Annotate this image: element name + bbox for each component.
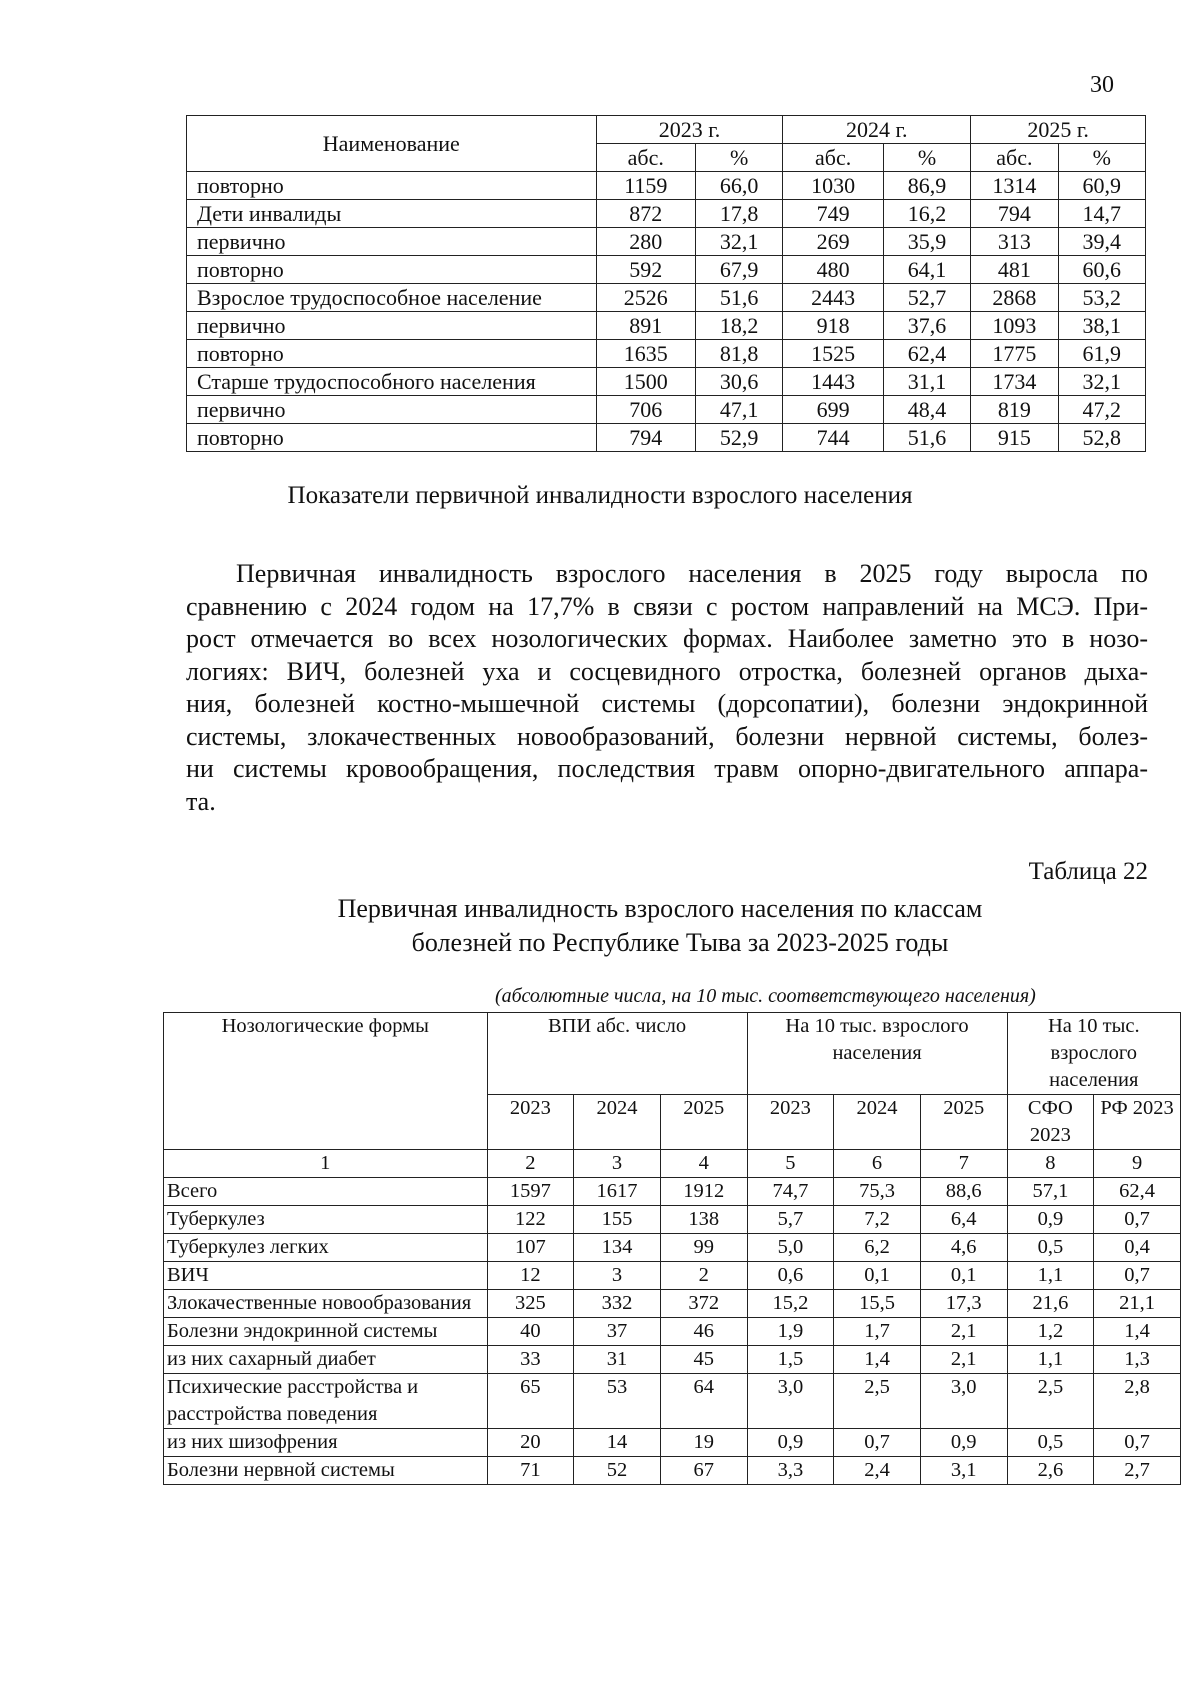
cell-value: 1912 (660, 1178, 747, 1206)
cell-value: 57,1 (1007, 1178, 1094, 1206)
row-label: из них сахарный диабет (164, 1346, 488, 1374)
cell-value: 0,9 (920, 1429, 1007, 1457)
col-subheader: абс. (783, 144, 883, 172)
column-number-row (164, 1150, 1181, 1178)
column-number: 6 (834, 1150, 921, 1178)
cell-value: 0,7 (1094, 1429, 1181, 1457)
section-heading: Показатели первичной инвалидности взрослого населения (287, 482, 913, 509)
page-number: 30 (1090, 72, 1114, 98)
cell-value: 1159 (596, 172, 695, 200)
col-sfo: СФО 2023 (1007, 1095, 1094, 1150)
cell-value: 794 (971, 200, 1058, 228)
cell-value: 62,4 (883, 340, 970, 368)
table-row (164, 1374, 1181, 1429)
cell-value: 64 (660, 1374, 747, 1429)
cell-value: 2526 (596, 284, 695, 312)
cell-value: 481 (971, 256, 1058, 284)
paragraph-line: рост отмечается во всех нозологических формах. Наиболее заметно это в нозо- (186, 624, 1148, 653)
cell-value: 2443 (783, 284, 883, 312)
cell-value: 372 (660, 1290, 747, 1318)
cell-value: 16,2 (883, 200, 970, 228)
cell-value: 1635 (596, 340, 695, 368)
cell-value: 1,2 (1007, 1318, 1094, 1346)
cell-value: 53,2 (1058, 284, 1145, 312)
cell-value: 3,0 (747, 1374, 834, 1429)
table-row (187, 256, 1146, 284)
cell-value: 325 (487, 1290, 574, 1318)
cell-value: 0,9 (747, 1429, 834, 1457)
col-year: 2024 (574, 1095, 661, 1150)
table-title (0, 892, 1200, 960)
cell-value: 5,0 (747, 1234, 834, 1262)
table-row (164, 1262, 1181, 1290)
col-subheader: абс. (596, 144, 695, 172)
row-label: Психические расстройства и расстройства поведения (164, 1374, 488, 1429)
cell-value: 1,1 (1007, 1262, 1094, 1290)
col-subheader: % (1058, 144, 1145, 172)
cell-value: 18,2 (695, 312, 782, 340)
cell-value: 0,6 (747, 1262, 834, 1290)
cell-value: 1,5 (747, 1346, 834, 1374)
row-label: Болезни нервной системы (164, 1457, 488, 1485)
cell-value: 918 (783, 312, 883, 340)
row-label: повторно (187, 424, 597, 452)
row-label: ВИЧ (164, 1262, 488, 1290)
cell-value: 53 (574, 1374, 661, 1429)
table-row (164, 1318, 1181, 1346)
cell-value: 45 (660, 1346, 747, 1374)
cell-value: 1500 (596, 368, 695, 396)
cell-value: 891 (596, 312, 695, 340)
table-row (187, 424, 1146, 452)
cell-value: 19 (660, 1429, 747, 1457)
cell-value: 67,9 (695, 256, 782, 284)
cell-value: 6,4 (920, 1206, 1007, 1234)
cell-value: 3,1 (920, 1457, 1007, 1485)
row-label: Старше трудоспособного населения (187, 368, 597, 396)
cell-value: 0,7 (1094, 1262, 1181, 1290)
paragraph-line: логиях: ВИЧ, болезней уха и сосцевидного отростка, болезней органов дыха- (186, 656, 1148, 686)
col-header-per10k: На 10 тыс. взрослого населения (747, 1013, 1007, 1095)
cell-value: 5,7 (747, 1206, 834, 1234)
cell-value: 32,1 (1058, 368, 1145, 396)
table1-body (187, 172, 1146, 452)
cell-value: 31,1 (883, 368, 970, 396)
row-label: первично (187, 312, 597, 340)
cell-value: 64,1 (883, 256, 970, 284)
cell-value: 0,5 (1007, 1429, 1094, 1457)
cell-value: 33 (487, 1346, 574, 1374)
cell-value: 2868 (971, 284, 1058, 312)
row-label: повторно (187, 172, 597, 200)
cell-value: 7,2 (834, 1206, 921, 1234)
col-year: 2023 (487, 1095, 574, 1150)
cell-value: 0,1 (834, 1262, 921, 1290)
column-number: 8 (1007, 1150, 1094, 1178)
row-label: Дети инвалиды (187, 200, 597, 228)
row-label: из них шизофрения (164, 1429, 488, 1457)
cell-value: 2,4 (834, 1457, 921, 1485)
table-disability-groups (186, 115, 1146, 452)
paragraph-line: ния, болезней костно-мышечной системы (дорсопатии), болезни эндокринной (186, 689, 1148, 718)
cell-value: 1617 (574, 1178, 661, 1206)
cell-value: 6,2 (834, 1234, 921, 1262)
column-number: 4 (660, 1150, 747, 1178)
table-row (187, 284, 1146, 312)
cell-value: 32,1 (695, 228, 782, 256)
cell-value: 744 (783, 424, 883, 452)
cell-value: 2,5 (1007, 1374, 1094, 1429)
cell-value: 480 (783, 256, 883, 284)
column-number: 7 (920, 1150, 1007, 1178)
col-header-nozo: Нозологические формы (164, 1013, 488, 1150)
cell-value: 60,9 (1058, 172, 1145, 200)
col-subheader: % (883, 144, 970, 172)
table-row (164, 1234, 1181, 1262)
paragraph-line: Первичная инвалидность взрослого населения в 2025 году выросла по (236, 559, 1148, 588)
cell-value: 915 (971, 424, 1058, 452)
table2-body (164, 1178, 1181, 1485)
cell-value: 2 (660, 1262, 747, 1290)
cell-value: 67 (660, 1457, 747, 1485)
col-header-year: 2025 г. (971, 116, 1146, 144)
cell-value: 2,8 (1094, 1374, 1181, 1429)
table-row (164, 1429, 1181, 1457)
cell-value: 794 (596, 424, 695, 452)
table-row (187, 340, 1146, 368)
col-rf: РФ 2023 (1094, 1095, 1181, 1150)
column-number: 9 (1094, 1150, 1181, 1178)
cell-value: 280 (596, 228, 695, 256)
cell-value: 15,2 (747, 1290, 834, 1318)
col-year: 2025 (660, 1095, 747, 1150)
paragraph-line: системы, злокачественных новообразований, болезни нервной системы, болез- (186, 721, 1148, 751)
row-label: Болезни эндокринной системы (164, 1318, 488, 1346)
table-title-line: болезней по Республике Тыва за 2023-2025 годы (411, 928, 949, 957)
table-label: Таблица 22 (1028, 858, 1148, 885)
col-year: 2023 (747, 1095, 834, 1150)
table-primary-disability-by-class (163, 1012, 1181, 1485)
column-number: 1 (164, 1150, 488, 1178)
table-row (187, 396, 1146, 424)
cell-value: 1,7 (834, 1318, 921, 1346)
paragraph-line: сравнению с 2024 годом на 17,7% в связи с ростом направлений на МСЭ. При- (186, 591, 1148, 621)
cell-value: 12 (487, 1262, 574, 1290)
cell-value: 48,4 (883, 396, 970, 424)
row-label: повторно (187, 340, 597, 368)
cell-value: 3 (574, 1262, 661, 1290)
cell-value: 38,1 (1058, 312, 1145, 340)
cell-value: 47,1 (695, 396, 782, 424)
cell-value: 706 (596, 396, 695, 424)
cell-value: 37,6 (883, 312, 970, 340)
cell-value: 81,8 (695, 340, 782, 368)
row-label: первично (187, 228, 597, 256)
paragraph-line: ни системы кровообращения, последствия травм опорно-двигательного аппара- (186, 754, 1148, 783)
cell-value: 1030 (783, 172, 883, 200)
cell-value: 52,9 (695, 424, 782, 452)
row-label: Всего (164, 1178, 488, 1206)
cell-value: 699 (783, 396, 883, 424)
cell-value: 2,7 (1094, 1457, 1181, 1485)
cell-value: 1597 (487, 1178, 574, 1206)
table-units-note: (абсолютные числа, на 10 тыс. соответствующего населения) (495, 985, 1036, 1007)
cell-value: 138 (660, 1206, 747, 1234)
row-label: Туберкулез (164, 1206, 488, 1234)
cell-value: 1,3 (1094, 1346, 1181, 1374)
table-row (164, 1290, 1181, 1318)
cell-value: 86,9 (883, 172, 970, 200)
cell-value: 61,9 (1058, 340, 1145, 368)
table-row (187, 312, 1146, 340)
cell-value: 0,9 (1007, 1206, 1094, 1234)
cell-value: 2,1 (920, 1346, 1007, 1374)
cell-value: 52,7 (883, 284, 970, 312)
cell-value: 65 (487, 1374, 574, 1429)
paragraph-line: та. (186, 786, 216, 816)
row-label: Злокачественные новообразования (164, 1290, 488, 1318)
table-row (164, 1457, 1181, 1485)
col-header-per10k-ref: На 10 тыс. взрослого населения (1007, 1013, 1180, 1095)
row-label: Туберкулез легких (164, 1234, 488, 1262)
cell-value: 30,6 (695, 368, 782, 396)
cell-value: 52,8 (1058, 424, 1145, 452)
table-row (187, 200, 1146, 228)
cell-value: 134 (574, 1234, 661, 1262)
cell-value: 4,6 (920, 1234, 1007, 1262)
cell-value: 749 (783, 200, 883, 228)
table-row (187, 228, 1146, 256)
cell-value: 1734 (971, 368, 1058, 396)
cell-value: 51,6 (883, 424, 970, 452)
cell-value: 2,1 (920, 1318, 1007, 1346)
cell-value: 0,5 (1007, 1234, 1094, 1262)
cell-value: 21,6 (1007, 1290, 1094, 1318)
column-number: 5 (747, 1150, 834, 1178)
cell-value: 17,3 (920, 1290, 1007, 1318)
col-year: 2024 (834, 1095, 921, 1150)
row-label: Взрослое трудоспособное население (187, 284, 597, 312)
cell-value: 60,6 (1058, 256, 1145, 284)
cell-value: 74,7 (747, 1178, 834, 1206)
cell-value: 66,0 (695, 172, 782, 200)
column-number: 2 (487, 1150, 574, 1178)
cell-value: 1443 (783, 368, 883, 396)
table-row (187, 172, 1146, 200)
cell-value: 46 (660, 1318, 747, 1346)
cell-value: 51,6 (695, 284, 782, 312)
cell-value: 88,6 (920, 1178, 1007, 1206)
col-subheader: абс. (971, 144, 1058, 172)
cell-value: 14,7 (1058, 200, 1145, 228)
cell-value: 819 (971, 396, 1058, 424)
cell-value: 21,1 (1094, 1290, 1181, 1318)
table-row (164, 1206, 1181, 1234)
cell-value: 1525 (783, 340, 883, 368)
cell-value: 35,9 (883, 228, 970, 256)
col-subheader: % (695, 144, 782, 172)
cell-value: 0,7 (1094, 1206, 1181, 1234)
cell-value: 332 (574, 1290, 661, 1318)
cell-value: 31 (574, 1346, 661, 1374)
cell-value: 107 (487, 1234, 574, 1262)
cell-value: 1775 (971, 340, 1058, 368)
cell-value: 20 (487, 1429, 574, 1457)
cell-value: 1,4 (834, 1346, 921, 1374)
row-label: первично (187, 396, 597, 424)
col-header-vpi: ВПИ абс. число (487, 1013, 747, 1095)
cell-value: 37 (574, 1318, 661, 1346)
cell-value: 1,1 (1007, 1346, 1094, 1374)
body-paragraph (186, 558, 1148, 818)
cell-value: 15,5 (834, 1290, 921, 1318)
cell-value: 14 (574, 1429, 661, 1457)
cell-value: 592 (596, 256, 695, 284)
cell-value: 313 (971, 228, 1058, 256)
cell-value: 3,3 (747, 1457, 834, 1485)
row-label: повторно (187, 256, 597, 284)
cell-value: 2,6 (1007, 1457, 1094, 1485)
table-row (164, 1346, 1181, 1374)
cell-value: 1,4 (1094, 1318, 1181, 1346)
cell-value: 3,0 (920, 1374, 1007, 1429)
column-number: 3 (574, 1150, 661, 1178)
cell-value: 0,1 (920, 1262, 1007, 1290)
table-title-line: Первичная инвалидность взрослого населения по классам (337, 894, 983, 923)
col-header-name: Наименование (187, 116, 597, 172)
cell-value: 0,7 (834, 1429, 921, 1457)
col-header-year: 2024 г. (783, 116, 971, 144)
table-row (164, 1178, 1181, 1206)
cell-value: 40 (487, 1318, 574, 1346)
cell-value: 872 (596, 200, 695, 228)
cell-value: 122 (487, 1206, 574, 1234)
table-row (187, 368, 1146, 396)
cell-value: 71 (487, 1457, 574, 1485)
col-year: 2025 (920, 1095, 1007, 1150)
cell-value: 2,5 (834, 1374, 921, 1429)
cell-value: 0,4 (1094, 1234, 1181, 1262)
cell-value: 1,9 (747, 1318, 834, 1346)
cell-value: 52 (574, 1457, 661, 1485)
col-header-year: 2023 г. (596, 116, 783, 144)
cell-value: 47,2 (1058, 396, 1145, 424)
cell-value: 75,3 (834, 1178, 921, 1206)
cell-value: 39,4 (1058, 228, 1145, 256)
cell-value: 1314 (971, 172, 1058, 200)
cell-value: 155 (574, 1206, 661, 1234)
cell-value: 1093 (971, 312, 1058, 340)
cell-value: 99 (660, 1234, 747, 1262)
cell-value: 17,8 (695, 200, 782, 228)
cell-value: 269 (783, 228, 883, 256)
cell-value: 62,4 (1094, 1178, 1181, 1206)
